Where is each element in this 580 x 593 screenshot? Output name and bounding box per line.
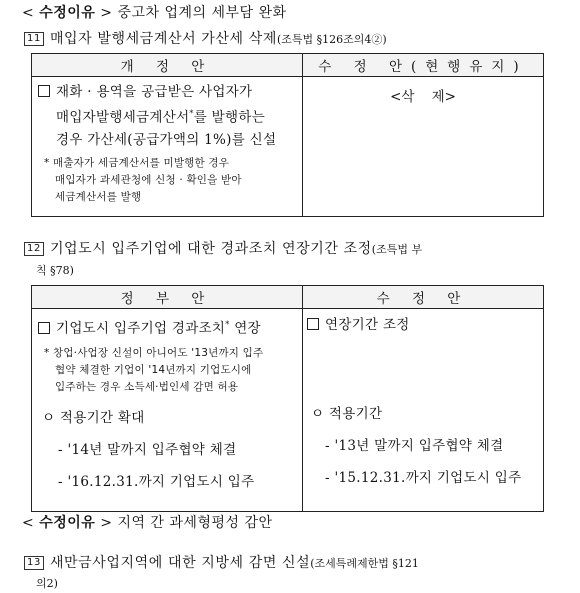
- section-12-title: [24, 238, 422, 258]
- proposal-line: 를 발행하는: [193, 109, 266, 126]
- checkbox-square-icon: [38, 322, 50, 334]
- proposal-line: 기업도시 입주기업 경과조치: [56, 320, 226, 337]
- law-reference: (조세특례제한법 §121: [310, 557, 419, 570]
- detail-line: - '13년 말까지 입주협약 체결: [325, 438, 504, 454]
- law-reference-continued: 칙 §78): [36, 264, 74, 277]
- law-reference: (조특법 §126조의4②): [276, 33, 387, 46]
- revision-cell: [303, 77, 544, 217]
- footnote: [38, 155, 298, 206]
- footnote-line: 협약 체결한 기업이 '14년까지 기업도시에: [55, 363, 252, 376]
- sub-heading: ㅇ 적용기간: [311, 406, 383, 422]
- proposal-cell: 기업도시 입주기업 경과조치* 연장 * 창업·사업장 신설이 아니어도 '13년까지 입주 협약 체결한 기업이 '14년까지 기업도시에 입주하는 경우 소득세·법인세 감면 허용 ㅇ 적용기간 확대 - '14년 말까지 입주협약 체결 - '16.12.31.까지 기업도시 입주: [32, 309, 303, 512]
- proposal-line: 재화 · 용역을 공급받은 사업자가: [56, 84, 253, 100]
- table-header-left: 개 정 안: [32, 54, 303, 77]
- section-11-title: [24, 28, 387, 48]
- section-title-text: 기업도시 입주기업에 대한 경과조치 연장기간 조정: [49, 241, 372, 257]
- section-title-text: 새만금사업지역에 대한 지방세 감면 신설: [49, 555, 311, 571]
- law-reference: (조특법 부: [371, 243, 423, 256]
- reason-label: 수정이유: [39, 515, 96, 531]
- proposal-line: 연장: [234, 320, 261, 337]
- law-reference-continued: 의2): [36, 577, 58, 590]
- checkbox-square-icon: [38, 85, 50, 97]
- section-number: 12: [24, 242, 44, 256]
- section-title-text: 매입자 발행세금계산서 가산세 삭제: [49, 31, 277, 47]
- reason-label: 수정이유: [39, 5, 96, 21]
- proposal-line: 매입자발행세금계산서: [56, 109, 190, 126]
- revision-line: 연장기간 조정: [325, 317, 410, 333]
- amendment-reason-1: < 수정이유 > 중고차 업계의 세부담 완화: [22, 5, 287, 21]
- comparison-table-11: [31, 53, 544, 217]
- detail-line: - '16.12.31.까지 기업도시 입주: [58, 473, 255, 490]
- deletion-text: <삭 제>: [390, 89, 456, 105]
- comparison-table-12: [31, 285, 544, 512]
- footnote-line: * 매출자가 세금계산서를 미발행한 경우: [44, 156, 230, 169]
- checkbox-square-icon: [307, 318, 319, 330]
- section-number: 13: [24, 556, 44, 570]
- revision-cell: [303, 309, 544, 512]
- footnote-line: 매입자가 과세관청에 신청 · 확인을 받아: [55, 173, 242, 186]
- reason-text: 지역 간 과세형평성 감안: [117, 515, 273, 531]
- footnote-line: 세금계산서를 발행: [55, 190, 142, 203]
- table-header-left: 정 부 안: [32, 286, 303, 309]
- table-header-right: 수 정 안(현행유지): [303, 54, 544, 77]
- reason-text: 중고차 업계의 세부담 완화: [117, 5, 287, 21]
- proposal-line: 경우 가산세(공급가액의 1%)를 신설: [56, 131, 277, 148]
- detail-line: - '15.12.31.까지 기업도시 입주: [325, 470, 522, 486]
- detail-line: - '14년 말까지 입주협약 체결: [58, 441, 237, 458]
- section-13-title: [24, 552, 419, 572]
- footnote: [38, 345, 298, 396]
- proposal-cell: 재화 · 용역을 공급받은 사업자가 매입자발행세금계산서*를 발행하는 경우 가산세(공급가액의 1%)를 신설 * 매출자가 세금계산서를 미발행한 경우 매입자가 과세관청에 신청 · 확인을 받아 세금계산서를 발행: [32, 77, 303, 217]
- sub-heading: ㅇ 적용기간 확대: [42, 409, 145, 426]
- amendment-reason-2: < 수정이유 > 지역 간 과세형평성 감안: [22, 515, 273, 531]
- section-number: 11: [24, 32, 44, 46]
- footnote-line: 입주하는 경우 소득세·법인세 감면 허용: [55, 380, 239, 393]
- footnote-line: * 창업·사업장 신설이 아니어도 '13년까지 입주: [44, 346, 264, 359]
- table-header-right: 수 정 안: [303, 286, 544, 309]
